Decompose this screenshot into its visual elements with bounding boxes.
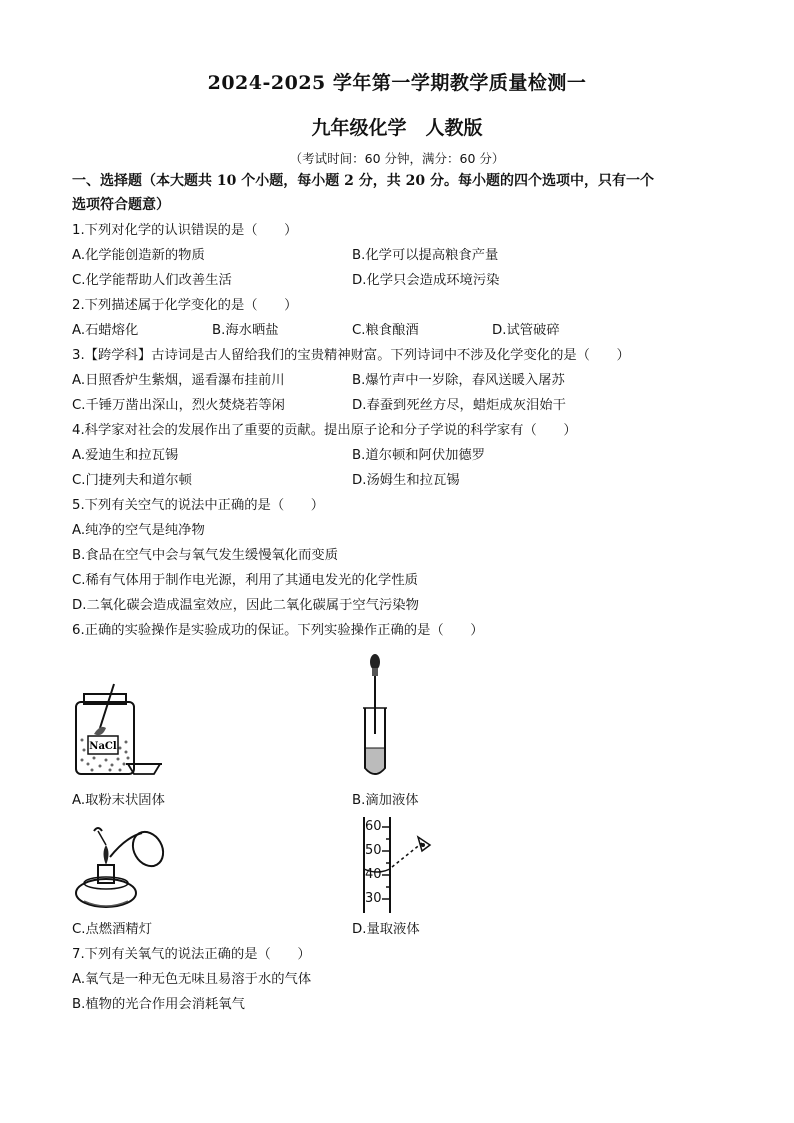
question-1-option-a: A.化学能创造新的物质 <box>72 248 205 263</box>
question-2-option-d: D.试管破碎 <box>492 323 560 338</box>
exam-title: 2024-2025 学年第一学期教学质量检测一 <box>207 72 587 94</box>
question-2-option-b: B.海水晒盐 <box>212 323 279 338</box>
question-7-stem: 7.下列有关氧气的说法正确的是（ ） <box>72 947 311 962</box>
question-3-option-d: D.春蚕到死丝方尽，蜡炬成灰泪始干 <box>352 398 566 413</box>
section-heading-cont: 选项符合题意） <box>72 197 170 213</box>
cylinder-scale <box>365 819 382 915</box>
question-3-stem: 3.【跨学科】古诗词是古人留给我们的宝贵精神财富。下列诗词中不涉及化学变化的是（ ） <box>72 348 630 363</box>
cylinder-tick-label: 30 <box>365 891 382 906</box>
question-6-option-a: A.取粉末状固体 <box>72 793 165 808</box>
exam-subtitle: 九年级化学 人教版 <box>311 117 483 139</box>
question-6-stem: 6.正确的实验操作是实验成功的保证。下列实验操作正确的是（ ） <box>72 623 484 638</box>
question-4-option-c: C.门捷列夫和道尔顿 <box>72 473 192 488</box>
question-4-option-d: D.汤姆生和拉瓦锡 <box>352 473 460 488</box>
question-7-option-a: A.氧气是一种无色无味且易溶于水的气体 <box>72 972 312 987</box>
question-7-option-b: B.植物的光合作用会消耗氧气 <box>72 997 245 1012</box>
question-5-option-d: D.二氧化碳会造成温室效应，因此二氧化碳属于空气污染物 <box>72 598 419 613</box>
exam-info: （考试时间：60 分钟，满分：60 分） <box>289 151 505 166</box>
question-5-stem: 5.下列有关空气的说法中正确的是（ ） <box>72 498 325 513</box>
question-4-stem: 4.科学家对社会的发展作出了重要的贡献。提出原子论和分子学说的科学家有（ ） <box>72 423 577 438</box>
dropper-test-tube-figure <box>355 652 395 780</box>
alcohol-lamp-figure <box>70 825 170 917</box>
question-6-option-d: D.量取液体 <box>352 922 420 937</box>
powder-jar-figure <box>70 680 170 780</box>
question-1-option-b: B.化学可以提高粮食产量 <box>352 248 499 263</box>
question-1-option-c: C.化学能帮助人们改善生活 <box>72 273 232 288</box>
cylinder-tick-label: 60 <box>365 819 382 834</box>
question-6-option-c: C.点燃酒精灯 <box>72 922 152 937</box>
question-5-option-c: C.稀有气体用于制作电光源，利用了其通电发光的化学性质 <box>72 573 418 588</box>
section-heading: 一、选择题（本大题共 10 个小题，每小题 2 分，共 20 分。每小题的四个选项中，只有一个 <box>72 173 654 189</box>
cylinder-tick-label: 40 <box>365 867 382 882</box>
nacl-label: NaCl <box>89 741 117 752</box>
question-4-option-b: B.道尔顿和阿伏加德罗 <box>352 448 486 463</box>
question-4-option-a: A.爱迪生和拉瓦锡 <box>72 448 179 463</box>
question-1-option-d: D.化学只会造成环境污染 <box>352 273 500 288</box>
question-2-option-c: C.粮食酿酒 <box>352 323 419 338</box>
question-3-option-c: C.千锤万凿出深山，烈火焚烧若等闲 <box>72 398 285 413</box>
question-5-option-a: A.纯净的空气是纯净物 <box>72 523 205 538</box>
question-6-option-b: B.滴加液体 <box>352 793 419 808</box>
question-2-stem: 2.下列描述属于化学变化的是（ ） <box>72 298 298 313</box>
question-3-option-a: A.日照香炉生紫烟，遥看瀑布挂前川 <box>72 373 285 388</box>
question-5-option-b: B.食品在空气中会与氧气发生缓慢氧化而变质 <box>72 548 338 563</box>
question-2-option-a: A.石蜡熔化 <box>72 323 139 338</box>
question-3-option-b: B.爆竹声中一岁除，春风送暖入屠苏 <box>352 373 565 388</box>
cylinder-tick-label: 50 <box>365 843 382 858</box>
question-1-stem: 1.下列对化学的认识错误的是（ ） <box>72 223 298 238</box>
